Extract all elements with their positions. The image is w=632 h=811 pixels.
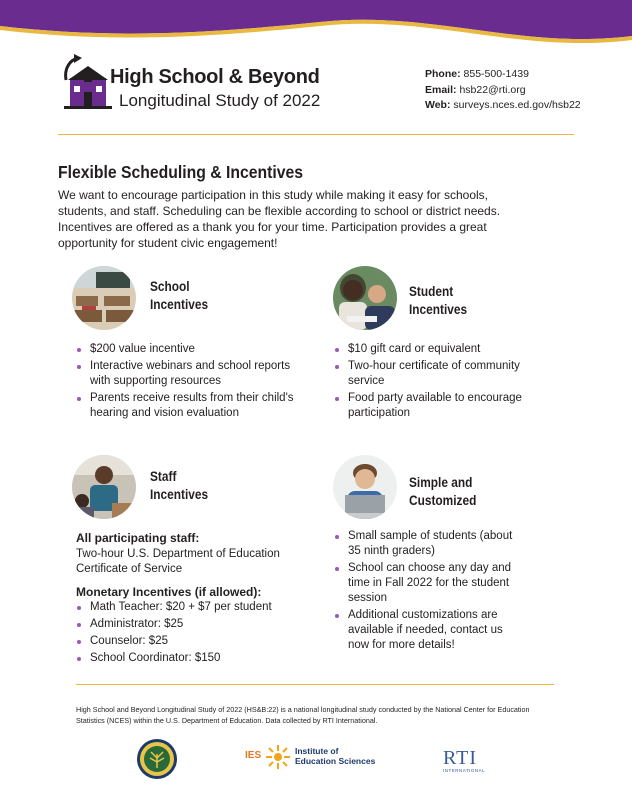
sunburst-icon — [265, 744, 291, 770]
all-staff-label: All participating staff: — [76, 531, 200, 545]
laptop-student-photo — [333, 455, 397, 519]
school-incentives-list — [76, 342, 300, 423]
us-dept-education-seal-icon — [136, 738, 178, 780]
list-item: $200 value incentive — [76, 342, 300, 357]
phone-number[interactable]: 855-500-1439 — [463, 68, 529, 80]
school-logo-icon — [60, 54, 114, 110]
ies-abbr: IES — [245, 750, 262, 761]
list-item: Two-hour certificate of community service — [334, 359, 534, 389]
phone-label: Phone: — [425, 68, 461, 80]
email-label: Email: — [425, 83, 457, 96]
staff-incentives-title: Staff Incentives — [150, 469, 209, 502]
simple-customized-list — [334, 529, 524, 655]
email-link[interactable]: hsb22@rti.org — [459, 83, 526, 96]
study-title: High School & Beyond — [110, 66, 320, 88]
simple-customized-title: Simple and Customized — [409, 475, 477, 508]
student-incentives-title: Student Incentives — [409, 284, 468, 317]
rti-logo — [443, 748, 485, 773]
rti-sub: INTERNATIONAL — [443, 768, 486, 773]
list-item: School Coordinator: $150 — [76, 651, 306, 666]
students-photo — [333, 266, 397, 330]
school-incentives-title: School Incentives — [150, 279, 209, 312]
list-item: Administrator: $25 — [76, 617, 306, 632]
list-item: $10 gift card or equivalent — [334, 342, 534, 357]
list-item: Interactive webinars and school reports with supporting resources — [76, 359, 300, 389]
contact-info — [425, 67, 581, 114]
header-wave — [0, 0, 632, 48]
ies-line2: Education Sciences — [295, 756, 376, 766]
student-incentives-list — [334, 342, 534, 423]
list-item: Math Teacher: $20 + $7 per student — [76, 600, 306, 615]
list-item: School can choose any day and time in Fall 2022 for the student session — [334, 561, 524, 606]
web-label: Web: — [425, 99, 451, 111]
rti-wordmark: RTI — [443, 747, 478, 769]
classroom-photo — [72, 266, 136, 330]
page-heading: Flexible Scheduling & Incentives — [58, 162, 304, 182]
list-item: Parents receive results from their child's hearing and vision evaluation — [76, 391, 300, 421]
web-link[interactable]: surveys.nces.ed.gov/hsb22 — [453, 99, 581, 111]
ies-line1: Institute of — [295, 746, 339, 756]
list-item: Food party available to encourage participation — [334, 391, 534, 421]
footer-text: High School and Beyond Longitudinal Study of 2022 (HS&B:22) is a national longitudinal study conducted by the National Center for Education Statistics (NCES) within the U.S. Department of Education. Data collected by RTI International. — [76, 705, 530, 725]
list-item: Counselor: $25 — [76, 634, 306, 649]
staff-photo — [72, 455, 136, 519]
list-item: Small sample of students (about 35 ninth graders) — [334, 529, 524, 559]
monetary-label: Monetary Incentives (if allowed): — [76, 585, 262, 599]
footer-divider — [76, 684, 554, 685]
study-subtitle: Longitudinal Study of 2022 — [119, 91, 321, 110]
intro-paragraph: We want to encourage participation in this study while making it easy for schools, students, and staff. Scheduling can be flexible according to school or district needs. Incentives are offered as a thank you for your time. Participation provides a great opportunity for student civic engagement! — [58, 188, 501, 250]
all-staff-text: Two-hour U.S. Department of Education Certificate of Service — [76, 548, 280, 575]
staff-incentives-list — [76, 600, 306, 668]
list-item: Additional customizations are available if needed, contact us now for more details! — [334, 608, 524, 653]
header-divider — [58, 134, 574, 135]
